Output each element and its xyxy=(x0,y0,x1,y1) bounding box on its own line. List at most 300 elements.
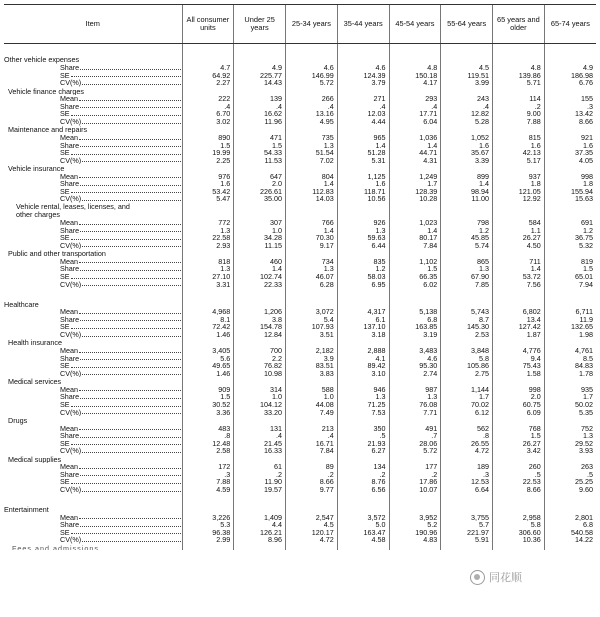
row-label-leader xyxy=(4,95,182,103)
table-row xyxy=(4,393,596,401)
value-cell: 139 xyxy=(234,95,286,103)
row-label-cell xyxy=(4,393,182,401)
value-cell: 1.3 xyxy=(441,265,493,273)
value-cell: 4.6 xyxy=(337,64,389,72)
value-cell: 5.7 xyxy=(441,521,493,529)
value-cell xyxy=(389,203,441,219)
value-cell: 4.4 xyxy=(234,521,286,529)
value-cell: 70.02 xyxy=(441,401,493,409)
row-label: Share xyxy=(60,393,80,401)
value-cell: 37.35 xyxy=(544,149,596,157)
value-cell: 105.86 xyxy=(441,362,493,370)
spacer-row xyxy=(4,44,596,52)
row-label-leader xyxy=(4,362,182,370)
value-cell: 72.42 xyxy=(182,323,234,331)
value-cell: 6.44 xyxy=(337,242,389,250)
category-header-row xyxy=(4,377,596,385)
value-cell: 67.90 xyxy=(441,273,493,281)
value-cell: .4 xyxy=(234,432,286,440)
value-cell: 899 xyxy=(441,173,493,181)
value-cell: 4,761 xyxy=(544,347,596,355)
value-cell: 22.33 xyxy=(234,281,286,289)
value-cell: 1,036 xyxy=(389,134,441,142)
row-label: Share xyxy=(60,265,80,274)
row-label-leader xyxy=(4,234,182,242)
table-row xyxy=(4,281,596,289)
value-cell: 11.00 xyxy=(441,195,493,203)
table-row xyxy=(4,79,596,87)
row-label-cell xyxy=(4,486,182,494)
row-label: Mean xyxy=(60,219,78,227)
value-cell: 1.8 xyxy=(493,180,545,188)
table-row xyxy=(4,273,596,281)
column-header: All consumer units xyxy=(182,5,234,44)
value-cell: 10.07 xyxy=(389,486,441,494)
row-label: Mean xyxy=(60,95,78,103)
value-cell: 3.36 xyxy=(182,409,234,417)
row-label-leader xyxy=(4,463,182,471)
value-cell: 1.4 xyxy=(286,227,338,235)
section-header-row xyxy=(4,51,596,64)
value-cell: 3,572 xyxy=(337,514,389,522)
value-cell: 3,072 xyxy=(286,308,338,316)
value-cell: 4.8 xyxy=(389,64,441,72)
value-cell: 562 xyxy=(441,425,493,433)
table-row xyxy=(4,110,596,118)
value-cell: 6.64 xyxy=(441,486,493,494)
row-label: Mean xyxy=(60,172,78,181)
table-row xyxy=(4,118,596,126)
value-cell: 3.51 xyxy=(286,331,338,339)
value-cell xyxy=(182,203,234,219)
table-row xyxy=(4,142,596,150)
spacer-cell xyxy=(4,494,182,501)
value-cell: 1.3 xyxy=(389,393,441,401)
value-cell: 190.96 xyxy=(389,529,441,537)
row-label-cell xyxy=(4,440,182,448)
value-cell: 13.16 xyxy=(286,110,338,118)
dot-leader xyxy=(80,474,180,476)
dot-leader xyxy=(79,351,181,353)
dot-leader xyxy=(79,517,181,519)
value-cell: .4 xyxy=(234,103,286,111)
value-cell: 306.60 xyxy=(493,529,545,537)
dot-leader xyxy=(82,335,180,337)
row-label-cell xyxy=(4,536,182,544)
row-label: CV(%) xyxy=(60,117,82,126)
value-cell: 7.94 xyxy=(544,281,596,289)
value-cell: 7.84 xyxy=(389,242,441,250)
row-label-cell xyxy=(4,370,182,378)
dot-leader xyxy=(82,490,180,492)
value-cell xyxy=(441,544,493,550)
value-cell: 3.02 xyxy=(182,118,234,126)
value-cell: 61 xyxy=(234,463,286,471)
value-cell: .5 xyxy=(337,432,389,440)
value-cell: 4.72 xyxy=(286,536,338,544)
row-label: SE xyxy=(60,71,70,80)
value-cell: 1,249 xyxy=(389,173,441,181)
row-label-leader xyxy=(4,486,182,494)
value-cell: 1,023 xyxy=(389,219,441,227)
value-cell: 243 xyxy=(441,95,493,103)
value-cell: 491 xyxy=(389,425,441,433)
value-cell: 14.43 xyxy=(234,79,286,87)
row-label-leader xyxy=(4,478,182,486)
value-cell: 1.3 xyxy=(182,265,234,273)
category-title: Drugs xyxy=(8,416,28,425)
value-cell: 66.35 xyxy=(389,273,441,281)
value-cell: 5.72 xyxy=(286,79,338,87)
value-cell: 1.5 xyxy=(389,265,441,273)
value-cell: 1.3 xyxy=(337,227,389,235)
row-label-cell xyxy=(4,72,182,80)
value-cell: 691 xyxy=(544,219,596,227)
row-label: SE xyxy=(60,323,70,331)
row-label-leader xyxy=(4,355,182,363)
value-cell: 98.94 xyxy=(441,188,493,196)
value-cell xyxy=(182,494,234,501)
category-cell xyxy=(4,164,182,172)
category-cell xyxy=(4,295,182,308)
value-cell: 768 xyxy=(493,425,545,433)
row-label: CV(%) xyxy=(60,280,82,289)
value-cell: 735 xyxy=(286,134,338,142)
dot-leader xyxy=(82,540,180,542)
value-cell: 42.13 xyxy=(493,149,545,157)
value-cell: 3.39 xyxy=(441,157,493,165)
watermark-text: 同花顺 xyxy=(489,572,522,584)
value-cell: 4,317 xyxy=(337,308,389,316)
value-cell: 1.6 xyxy=(493,142,545,150)
row-label-cell xyxy=(4,79,182,87)
value-cell xyxy=(234,544,286,550)
row-label-leader xyxy=(4,323,182,331)
value-cell: 5.4 xyxy=(286,316,338,324)
value-cell: 155 xyxy=(544,95,596,103)
value-cell: 2,888 xyxy=(337,347,389,355)
value-cell: .4 xyxy=(389,103,441,111)
value-cell: .3 xyxy=(544,103,596,111)
value-cell: 16.62 xyxy=(234,110,286,118)
value-cell: 15.63 xyxy=(544,195,596,203)
value-cell: 998 xyxy=(493,386,545,394)
value-cell: 104.12 xyxy=(234,401,286,409)
value-cell: 83.51 xyxy=(286,362,338,370)
table-row xyxy=(4,362,596,370)
dot-leader xyxy=(71,238,181,240)
value-cell xyxy=(389,288,441,295)
spacer-cell xyxy=(4,288,182,295)
section-header-row xyxy=(4,501,596,514)
value-cell: 102.74 xyxy=(234,273,286,281)
value-cell: 1.4 xyxy=(389,227,441,235)
value-cell: 7.49 xyxy=(286,409,338,417)
value-cell: 1,409 xyxy=(234,514,286,522)
value-cell: 5.32 xyxy=(544,242,596,250)
value-cell: 584 xyxy=(493,219,545,227)
value-cell: 4.31 xyxy=(389,157,441,165)
value-cell: 1.4 xyxy=(441,180,493,188)
value-cell: 22.58 xyxy=(182,234,234,242)
row-label: SE xyxy=(60,149,70,157)
value-cell: 3,226 xyxy=(182,514,234,522)
value-cell: 3.93 xyxy=(544,447,596,455)
row-label-cell xyxy=(4,323,182,331)
dot-leader xyxy=(71,532,181,534)
value-cell: 22.53 xyxy=(493,478,545,486)
value-cell: 2,547 xyxy=(286,514,338,522)
value-cell: 1.6 xyxy=(182,180,234,188)
dot-leader xyxy=(80,68,180,70)
value-cell: 3.19 xyxy=(389,331,441,339)
value-cell: 114 xyxy=(493,95,545,103)
value-cell xyxy=(234,501,286,514)
column-header: 35-44 years xyxy=(337,5,389,44)
value-cell: 711 xyxy=(493,258,545,266)
value-cell: 2,182 xyxy=(286,347,338,355)
category-header-row xyxy=(4,339,596,347)
value-cell: 5.35 xyxy=(544,409,596,417)
value-cell: 7.71 xyxy=(389,409,441,417)
value-cell: 10.98 xyxy=(234,370,286,378)
value-cell: 1,125 xyxy=(337,173,389,181)
row-label: CV(%) xyxy=(60,486,82,494)
row-label: SE xyxy=(60,187,70,196)
value-cell: 6.04 xyxy=(389,118,441,126)
row-label-cell xyxy=(4,258,182,266)
value-cell: 35.00 xyxy=(234,195,286,203)
row-label-cell xyxy=(4,401,182,409)
value-cell: 12.84 xyxy=(234,331,286,339)
table-row xyxy=(4,370,596,378)
value-cell: 112.83 xyxy=(286,188,338,196)
row-label: Share xyxy=(60,432,80,440)
value-cell: 4,968 xyxy=(182,308,234,316)
category-title: Public and other transportation xyxy=(8,249,106,258)
value-cell: 33.20 xyxy=(234,409,286,417)
value-cell xyxy=(286,288,338,295)
row-label-cell xyxy=(4,180,182,188)
value-cell: 128.39 xyxy=(389,188,441,196)
value-cell: 3.31 xyxy=(182,281,234,289)
row-label-cell xyxy=(4,110,182,118)
table-row xyxy=(4,219,596,227)
category-cell xyxy=(4,501,182,514)
row-label-cell xyxy=(4,142,182,150)
value-cell: 131 xyxy=(234,425,286,433)
value-cell: 998 xyxy=(544,173,596,181)
table-row xyxy=(4,440,596,448)
row-label: Mean xyxy=(60,133,78,142)
value-cell: 5.71 xyxy=(493,79,545,87)
row-label: SE xyxy=(60,110,70,118)
value-cell: .2 xyxy=(286,471,338,479)
row-label-cell xyxy=(4,331,182,339)
dot-leader xyxy=(80,397,180,399)
value-cell: 64.92 xyxy=(182,72,234,80)
category-title: Medical supplies xyxy=(8,454,62,464)
dot-leader xyxy=(82,122,180,124)
category-header-row xyxy=(4,126,596,134)
row-label: CV(%) xyxy=(60,331,82,339)
row-label: CV(%) xyxy=(60,241,82,250)
value-cell: 6.12 xyxy=(441,409,493,417)
row-label: CV(%) xyxy=(60,408,82,417)
row-label-leader xyxy=(4,521,182,529)
category-title: Maintenance and repairs xyxy=(8,125,88,134)
value-cell: 60.75 xyxy=(493,401,545,409)
value-cell xyxy=(234,494,286,501)
table-row xyxy=(4,316,596,324)
value-cell: 12.48 xyxy=(182,440,234,448)
value-cell: 12.53 xyxy=(441,478,493,486)
column-header: 65-74 years xyxy=(544,5,596,44)
table-row xyxy=(4,72,596,80)
value-cell: 976 xyxy=(182,173,234,181)
row-label: Mean xyxy=(60,257,78,266)
value-cell: 1.0 xyxy=(286,393,338,401)
dot-leader xyxy=(80,184,180,186)
value-cell: 189 xyxy=(441,463,493,471)
value-cell: 145.30 xyxy=(441,323,493,331)
value-cell: 132.65 xyxy=(544,323,596,331)
value-cell: 16.71 xyxy=(286,440,338,448)
row-label: SE xyxy=(60,478,70,487)
value-cell: 890 xyxy=(182,134,234,142)
value-cell: 2,801 xyxy=(544,514,596,522)
value-cell: 3,405 xyxy=(182,347,234,355)
row-label-leader xyxy=(4,440,182,448)
category-header-row xyxy=(4,455,596,463)
value-cell: 9.17 xyxy=(286,242,338,250)
category-cell xyxy=(4,544,182,550)
row-label-leader xyxy=(4,386,182,394)
value-cell: 137.10 xyxy=(337,323,389,331)
value-cell: 84.83 xyxy=(544,362,596,370)
value-cell: 9.77 xyxy=(286,486,338,494)
row-label-cell xyxy=(4,471,182,479)
table-row xyxy=(4,432,596,440)
value-cell: 835 xyxy=(337,258,389,266)
row-label-cell xyxy=(4,118,182,126)
row-label-leader xyxy=(4,432,182,440)
value-cell: 3,952 xyxy=(389,514,441,522)
dot-leader xyxy=(80,230,180,232)
value-cell: 1.78 xyxy=(544,370,596,378)
value-cell: .7 xyxy=(389,432,441,440)
row-label-leader xyxy=(4,258,182,266)
value-cell: 818 xyxy=(182,258,234,266)
value-cell: 5.74 xyxy=(441,242,493,250)
row-label-cell xyxy=(4,242,182,250)
value-cell: 5.3 xyxy=(182,521,234,529)
value-cell: 107.93 xyxy=(286,323,338,331)
row-label-cell xyxy=(4,521,182,529)
row-label: CV(%) xyxy=(60,79,82,87)
value-cell: 4.9 xyxy=(234,64,286,72)
column-header: 45-54 years xyxy=(389,5,441,44)
value-cell: 1.5 xyxy=(493,432,545,440)
value-cell: .2 xyxy=(234,471,286,479)
row-label-cell xyxy=(4,219,182,227)
value-cell: .2 xyxy=(389,471,441,479)
value-cell xyxy=(441,494,493,501)
value-cell: 8.66 xyxy=(544,118,596,126)
row-label: SE xyxy=(60,273,70,281)
table-row xyxy=(4,227,596,235)
value-cell: 3.79 xyxy=(337,79,389,87)
spacer-row xyxy=(4,288,596,295)
category-cell xyxy=(4,416,182,424)
row-label: Share xyxy=(60,521,80,529)
value-cell: .4 xyxy=(286,103,338,111)
value-cell: 35.67 xyxy=(441,149,493,157)
expenditure-table xyxy=(4,4,596,550)
value-cell: 4.17 xyxy=(389,79,441,87)
value-cell: 17.71 xyxy=(389,110,441,118)
table-row xyxy=(4,347,596,355)
dot-leader xyxy=(82,373,180,375)
value-cell: 6.02 xyxy=(389,281,441,289)
value-cell: 1.7 xyxy=(389,180,441,188)
value-cell: 6.27 xyxy=(337,447,389,455)
row-label: Share xyxy=(60,315,80,324)
row-label: SE xyxy=(60,234,70,242)
value-cell: .3 xyxy=(182,471,234,479)
spacer-cell xyxy=(4,44,182,52)
value-cell: 172 xyxy=(182,463,234,471)
value-cell: 647 xyxy=(234,173,286,181)
value-cell: 25.25 xyxy=(544,478,596,486)
value-cell: 16.33 xyxy=(234,447,286,455)
value-cell: 186.98 xyxy=(544,72,596,80)
value-cell: 6.1 xyxy=(337,316,389,324)
value-cell: 10.36 xyxy=(493,536,545,544)
value-cell: 8.66 xyxy=(493,486,545,494)
category-cell xyxy=(4,339,182,347)
row-label-leader xyxy=(4,180,182,188)
dot-leader xyxy=(71,482,181,484)
category-cell xyxy=(4,203,182,219)
row-label: Mean xyxy=(60,513,78,522)
row-label-cell xyxy=(4,514,182,522)
value-cell: 1,102 xyxy=(389,258,441,266)
row-label-cell xyxy=(4,173,182,181)
value-cell: 4.6 xyxy=(389,355,441,363)
row-label: SE xyxy=(60,528,70,537)
value-cell: 70.30 xyxy=(286,234,338,242)
dot-leader xyxy=(79,176,181,178)
value-cell: 3.9 xyxy=(286,355,338,363)
value-cell xyxy=(234,203,286,219)
value-cell: 8.7 xyxy=(441,316,493,324)
value-cell: 10.56 xyxy=(337,195,389,203)
value-cell: 53.72 xyxy=(493,273,545,281)
value-cell xyxy=(389,544,441,550)
row-label-cell xyxy=(4,227,182,235)
value-cell: 2,958 xyxy=(493,514,545,522)
value-cell: 798 xyxy=(441,219,493,227)
row-label-cell xyxy=(4,195,182,203)
value-cell: 3.99 xyxy=(441,79,493,87)
value-cell xyxy=(441,501,493,514)
value-cell: 134 xyxy=(337,463,389,471)
row-label-cell xyxy=(4,265,182,273)
value-cell: 5,138 xyxy=(389,308,441,316)
value-cell: 946 xyxy=(337,386,389,394)
value-cell: 1.4 xyxy=(234,265,286,273)
